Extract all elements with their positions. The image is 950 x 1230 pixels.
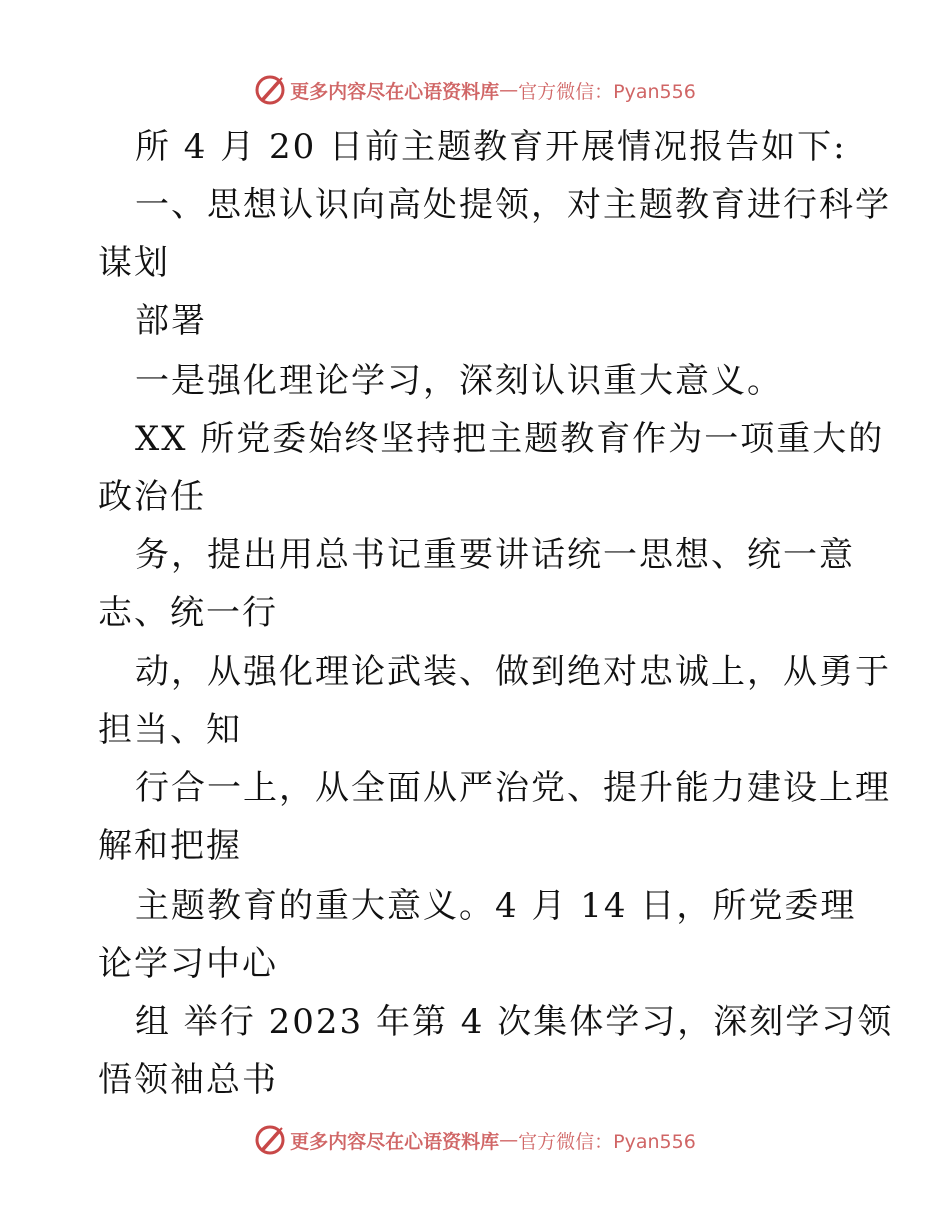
body-line: 行合一上，从全面从严治党、提升能力建设上理	[135, 768, 891, 808]
body-line: 务，提出用总书记重要讲话统一思想、统一意	[135, 535, 855, 575]
watermark-dash: —	[499, 1129, 519, 1151]
body-line: 主题教育的重大意义。4 月 14 日，所党委理	[135, 886, 857, 926]
quill-logo-icon	[254, 74, 286, 106]
body-line: 一是强化理论学习，深刻认识重大意义。	[135, 361, 783, 401]
body-line: 解和把握	[98, 826, 242, 866]
body-line: 部署	[135, 301, 207, 341]
body-line: 组 举行 2023 年第 4 次集体学习，深刻学习领	[135, 1002, 894, 1042]
body-line: 动，从强化理论武装、做到绝对忠诚上，从勇于	[135, 652, 891, 692]
body-line: 志、统一行	[98, 593, 278, 633]
watermark-wechat-text: 官方微信：Pyan556	[518, 1130, 696, 1153]
body-line: 一、思想认识向高处提领，对主题教育进行科学	[135, 185, 891, 225]
watermark-wechat-text: 官方微信：Pyan556	[518, 80, 696, 103]
header-watermark	[0, 70, 950, 110]
footer-watermark	[0, 1120, 950, 1160]
body-line: 担当、知	[98, 710, 242, 750]
watermark-dash: —	[499, 79, 519, 101]
body-line: 所 4 月 20 日前主题教育开展情况报告如下:	[135, 127, 847, 167]
body-line: XX 所党委始终坚持把主题教育作为一项重大的	[135, 419, 885, 459]
body-line: 悟领袖总书	[98, 1060, 278, 1100]
body-line: 论学习中心	[98, 944, 278, 984]
body-line: 谋划	[98, 243, 170, 283]
body-line: 政治任	[98, 477, 206, 517]
quill-logo-icon	[254, 1124, 286, 1156]
watermark-brand-text: 更多内容尽在心语资料库	[290, 1130, 500, 1153]
watermark-brand-text: 更多内容尽在心语资料库	[290, 80, 500, 103]
